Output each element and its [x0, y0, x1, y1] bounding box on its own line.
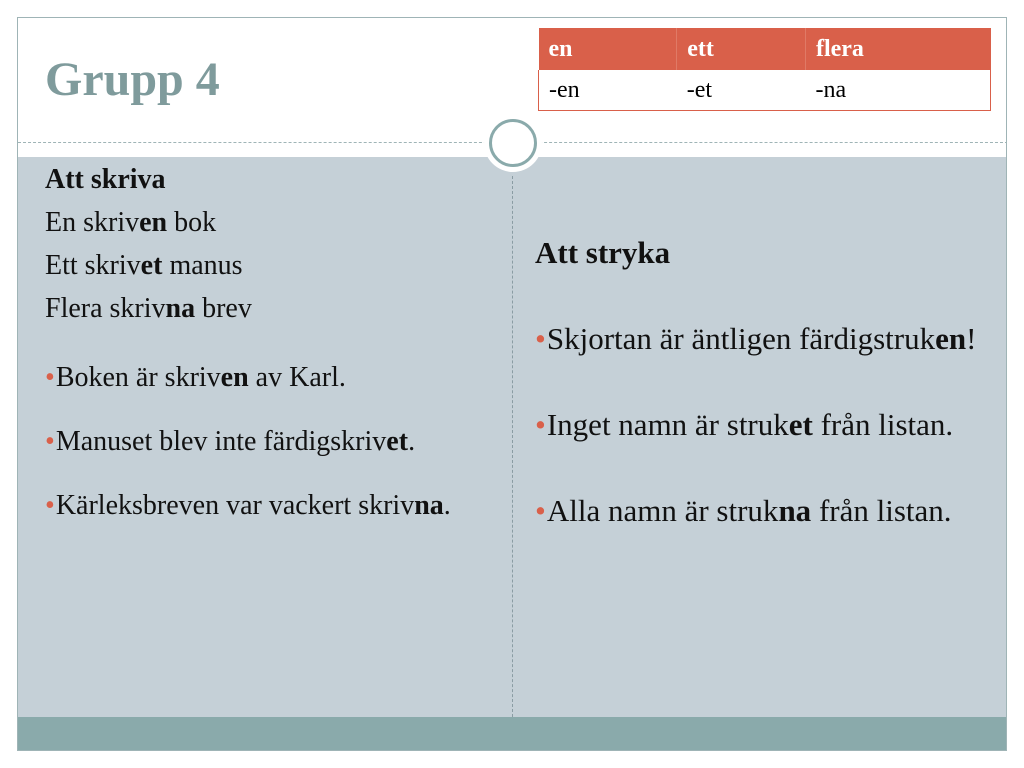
text-run: Ett skriv [45, 250, 141, 281]
table-cell: -na [805, 70, 990, 111]
ending-bold: na [778, 493, 812, 528]
slide-title: Grupp 4 [45, 53, 220, 106]
example-bullet [535, 317, 995, 360]
left-heading: Att skriva [45, 164, 166, 195]
text-run: Inget namn är struk [546, 407, 789, 442]
text-run: Boken är skriv [55, 362, 221, 393]
table-header-row [539, 28, 991, 70]
ending-bold: et [386, 426, 409, 457]
conjugation-line [45, 244, 505, 287]
slide [17, 17, 1007, 751]
text-run: . [443, 490, 451, 521]
text-run: En skriv [45, 207, 140, 238]
text-run: bok [167, 207, 217, 238]
right-column [535, 231, 995, 532]
example-bullet [45, 360, 505, 396]
table-header-cell: flera [805, 28, 990, 70]
text-run: Kärleksbreven var vackert skriv [55, 490, 415, 521]
text-run: Manuset blev inte färdigskriv [55, 426, 387, 457]
text-run: . [408, 426, 416, 457]
ending-bold: na [165, 293, 196, 324]
text-run: från listan. [811, 493, 952, 528]
endings-table [538, 28, 991, 111]
conjugation-line [45, 201, 505, 244]
text-run: ! [966, 321, 977, 356]
ending-bold: en [139, 207, 168, 238]
table-row [539, 70, 991, 111]
left-column [45, 158, 505, 524]
table-cell: -et [677, 70, 806, 111]
ending-bold: et [140, 250, 163, 281]
ending-bold: en [220, 362, 249, 393]
text-run: av Karl. [248, 362, 346, 393]
bullet-icon: • [535, 407, 546, 442]
ending-bold: en [935, 321, 967, 356]
example-bullet [45, 424, 505, 460]
bullet-icon: • [45, 490, 55, 521]
table-cell: -en [539, 70, 677, 111]
footer-bar [18, 717, 1007, 751]
table-header-cell: ett [677, 28, 806, 70]
text-run: brev [195, 293, 252, 324]
example-bullet [535, 403, 995, 446]
column-divider [512, 176, 513, 717]
bullet-icon: • [535, 493, 546, 528]
text-run: manus [162, 250, 243, 281]
ending-bold: na [414, 490, 444, 521]
ending-bold: et [788, 407, 813, 442]
text-run: Alla namn är struk [546, 493, 779, 528]
table-header-cell: en [539, 28, 677, 70]
conjugation-line [45, 287, 505, 330]
text-run: Skjortan är äntligen färdigstruk [546, 321, 936, 356]
example-bullet [45, 488, 505, 524]
example-bullet [535, 489, 995, 532]
text-run: Flera skriv [45, 293, 166, 324]
right-heading: Att stryka [535, 235, 671, 270]
text-run: från listan. [812, 407, 954, 442]
bullet-icon: • [45, 362, 55, 393]
bullet-icon: • [535, 321, 546, 356]
bullet-icon: • [45, 426, 55, 457]
